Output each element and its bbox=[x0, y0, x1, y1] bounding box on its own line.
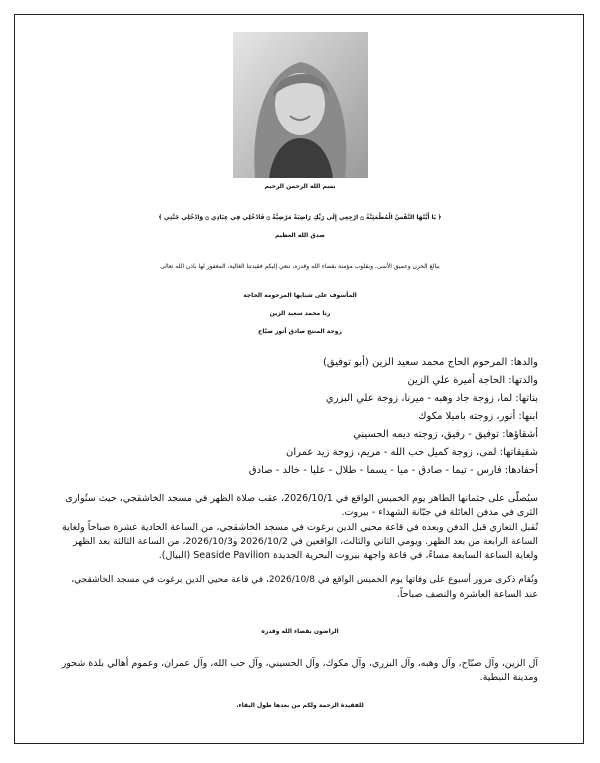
family-line: أشقاؤها: توفيق - رفيق، زوجته ديمه الحسيني bbox=[353, 429, 538, 440]
deceased-title: المأسوف على شبابها المرحومة الحاجة bbox=[243, 292, 357, 299]
schedule-line: سيُصلّى على جثمانها الطاهر يوم الخميس الواقع في 2026/10/1، عقب صلاة الظهر في مسجد الخاشقجي، حيث ستُوارى bbox=[65, 493, 538, 504]
schedule-line: تُقبل التعازي قبل الدفن وبعده في قاعة محيي الدين برغوت في مسجد الخاشقجي، من الساعة الحادية عشرة صباحاً ولغاية bbox=[62, 522, 538, 533]
portrait-photo bbox=[233, 32, 368, 178]
quran-verse: ﴿ يَا أَيَّتُهَا النَّفْسُ الْمُطْمَئِنَّةُ ۝ ارْجِعِي إِلَى رَبِّكِ رَاضِيَةً مَرْضِيَّةً ۝ فَادْخُلِي فِي عِبَادِي ۝ وَادْخُلِي جَنَّتِي ﴾ bbox=[158, 214, 442, 221]
families-line: ومدينة النبطية. bbox=[479, 672, 538, 683]
sadaqa-line: صدق الله العظيم bbox=[275, 232, 325, 239]
schedule-line: وتُقام ذكرى مرور أسبوع على وفاتها يوم الخميس الواقع في 2026/10/8، في قاعة محيي الدين برغوت في مسجد الخاشقجي، bbox=[71, 575, 538, 585]
schedule-line: ولغاية الساعة السابعة مساءً، في قاعة واجهة بيروت البحرية الجديدة Seaside Pavilion (البيال). bbox=[158, 550, 538, 561]
family-line: والدتها: الحاجة أميرة علي الزين bbox=[407, 375, 538, 386]
deceased-spouse: زوجة المنتج صادق أنور صبّاح bbox=[258, 328, 342, 335]
family-line: شقيقاتها: لمى، زوجة كميل حب الله - مريم، زوجة زيد عمران bbox=[286, 447, 538, 458]
schedule-line: الثرى في مدفن العائلة في جبّانة الشهداء - بيروت. bbox=[341, 507, 538, 518]
schedule-line: الساعة الرابعة من بعد الظهر. ويومي الثاني والثالث، الواقعين في 2026/10/2 و2026/10/3، من الساعة الثالثة بعد الظهر bbox=[72, 536, 538, 547]
final-line: للفقيدة الرحمة ولكم من بعدها طول البقاء. bbox=[236, 702, 364, 709]
schedule-line: عند الساعة العاشرة والنصف صباحاً. bbox=[396, 589, 538, 600]
content-line: الراضون بقضاء الله وقدره bbox=[261, 628, 339, 635]
family-line: أحفادها: فارس - تيما - صادق - ميا - يسما - طلال - عليا - خالد - صادق bbox=[248, 465, 538, 476]
family-line: بناتها: لما، زوجة جاد وهبه - ميرنا، زوجة علي البزري bbox=[325, 393, 538, 404]
family-line: والدها: المرحوم الحاج محمد سعيد الزين (أبو توفيق) bbox=[323, 357, 538, 368]
deceased-name: رنا محمد سعيد الزين bbox=[269, 310, 331, 317]
family-line: ابنها: أنور، زوجته باميلا مكوك bbox=[418, 411, 538, 422]
intro-text: ببالغ الحزن وعميق الأسى، وبقلوب مؤمنة بقضاء الله وقدره، ننعي إليكم فقيدتنا الغالية، المغفور لها باذن الله تعالى bbox=[160, 263, 440, 270]
basmala: بسم الله الرحمن الرحيم bbox=[264, 183, 336, 190]
families-line: آل الزين، وآل صبّاح، وآل وهبه، وآل البزري، وآل مكوك، وآل الحسيني، وآل حب الله، وآل عمران، وعموم أهالي بلدة شحور bbox=[61, 658, 538, 669]
